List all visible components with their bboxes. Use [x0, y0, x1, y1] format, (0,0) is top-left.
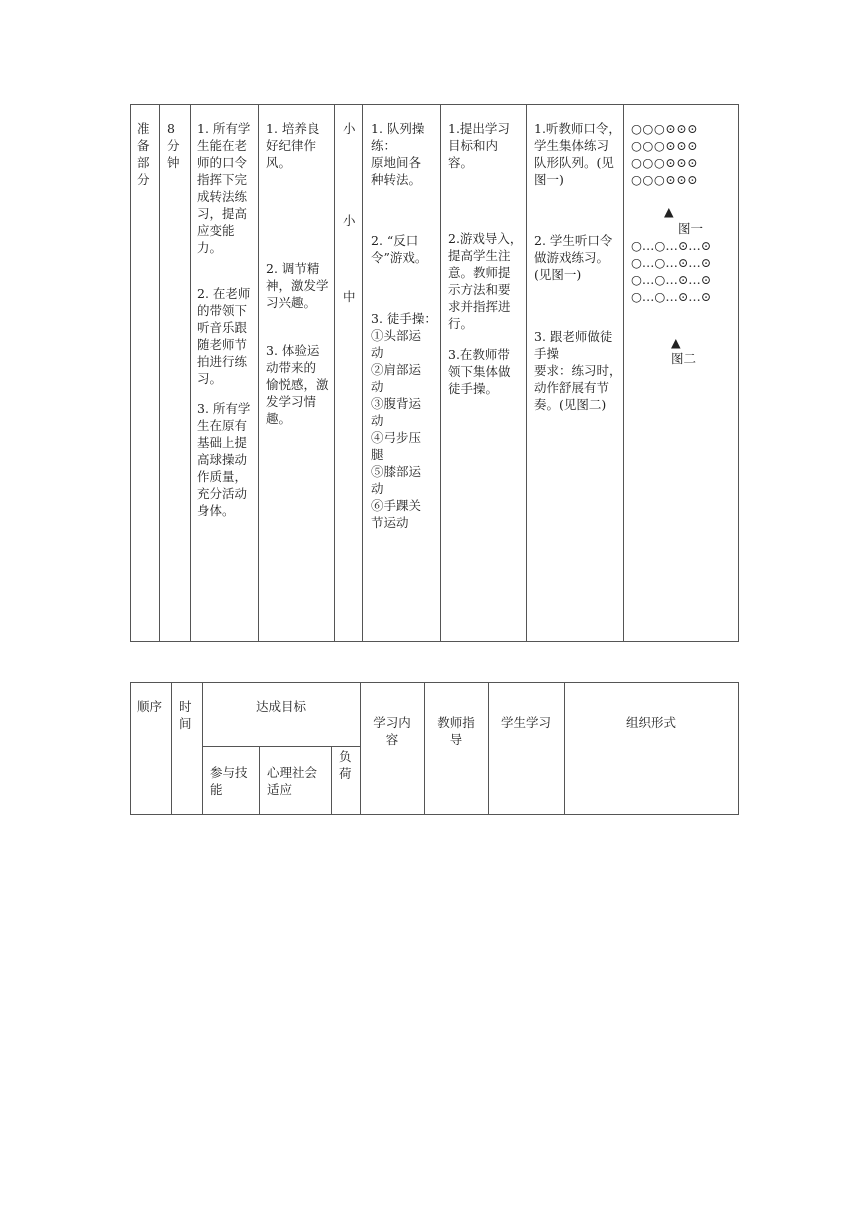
content-2: 2. “反口 令”游戏。 [371, 233, 428, 265]
teacher-marker-icon: ▲ [671, 335, 681, 350]
student-study-1: 1.听教师口令， 学生集体练习 队形队列。(见 图一) [534, 121, 621, 187]
social-goal-3: 3. 体验运 动带来的 愉悦感，激 发学习情 趣。 [266, 343, 329, 426]
formation-row: ○○○⊙⊙⊙ [631, 155, 699, 170]
student-study-3: 3. 跟老师做徒 手操 要求：练习时， 动作舒展有节 奏。(见图二) [534, 329, 622, 412]
header-order: 顺序 [137, 699, 163, 714]
student-study-2: 2. 学生听口令 做游戏练习。 (见图一) [534, 233, 613, 282]
content-1: 1. 队列操 练： 原地间各 种转法。 [371, 121, 425, 187]
formation-row: ○○○⊙⊙⊙ [631, 138, 699, 153]
formation-row: ○…○…⊙…⊙ [631, 272, 712, 287]
social-goal-2: 2. 调节精 神，激发学 习兴趣。 [266, 261, 329, 310]
time-cell: 8 分 钟 [167, 121, 180, 170]
teacher-guide-3: 3.在教师带 领下集体做 徒手操。 [448, 347, 511, 396]
skill-goal-2: 2. 在老师 的带领下 听音乐跟 随老师节 拍进行练 习。 [197, 286, 251, 386]
formation-row: ○○○⊙⊙⊙ [631, 121, 699, 136]
formation-row: ○…○…⊙…⊙ [631, 289, 712, 304]
skill-goal-1: 1. 所有学 生能在老 师的口令 指挥下完 成转法练 习，提高 应变能 力。 [197, 121, 251, 255]
header-time: 时 间 [179, 699, 192, 731]
formation-row: ○…○…⊙…⊙ [631, 238, 712, 253]
header-teacher: 教师指 导 [437, 715, 475, 747]
content-3: 3. 徒手操： ①头部运 动 ②肩部运 动 ③腹背运 动 ④弓步压 腿 ⑤膝部运 动 ⑥手踝关 节运动 [371, 311, 437, 530]
figure-label: 图一 [678, 221, 704, 236]
load-3: 中 [343, 289, 356, 304]
header-load: 负 荷 [339, 749, 352, 781]
header-skill: 参与技 能 [210, 765, 248, 797]
load-1: 小 [343, 121, 356, 136]
formation-row: ○○○⊙⊙⊙ [631, 172, 699, 187]
load-2: 小 [343, 213, 356, 228]
header-goals: 达成目标 [255, 699, 306, 714]
teacher-marker-icon: ▲ [664, 204, 674, 219]
figure-label: 图二 [671, 351, 697, 366]
skill-goal-3: 3. 所有学 生在原有 基础上提 高球操动 作质量， 充分活动 身体。 [197, 401, 251, 518]
header-student: 学生学习 [500, 715, 551, 730]
header-org: 组织形式 [625, 715, 676, 730]
header-social: 心理社会 适应 [267, 765, 318, 797]
formation-row: ○…○…⊙…⊙ [631, 255, 712, 270]
teacher-guide-1: 1.提出学习 目标和内 容。 [448, 121, 510, 170]
social-goal-1: 1. 培养良 好纪律作 风。 [266, 121, 320, 170]
phase-cell: 准 备 部 分 [137, 121, 150, 187]
teacher-guide-2: 2.游戏导入， 提高学生注 意。教师提 示方法和要 求并指挥进 行。 [448, 231, 523, 331]
header-content: 学习内 容 [373, 715, 411, 747]
